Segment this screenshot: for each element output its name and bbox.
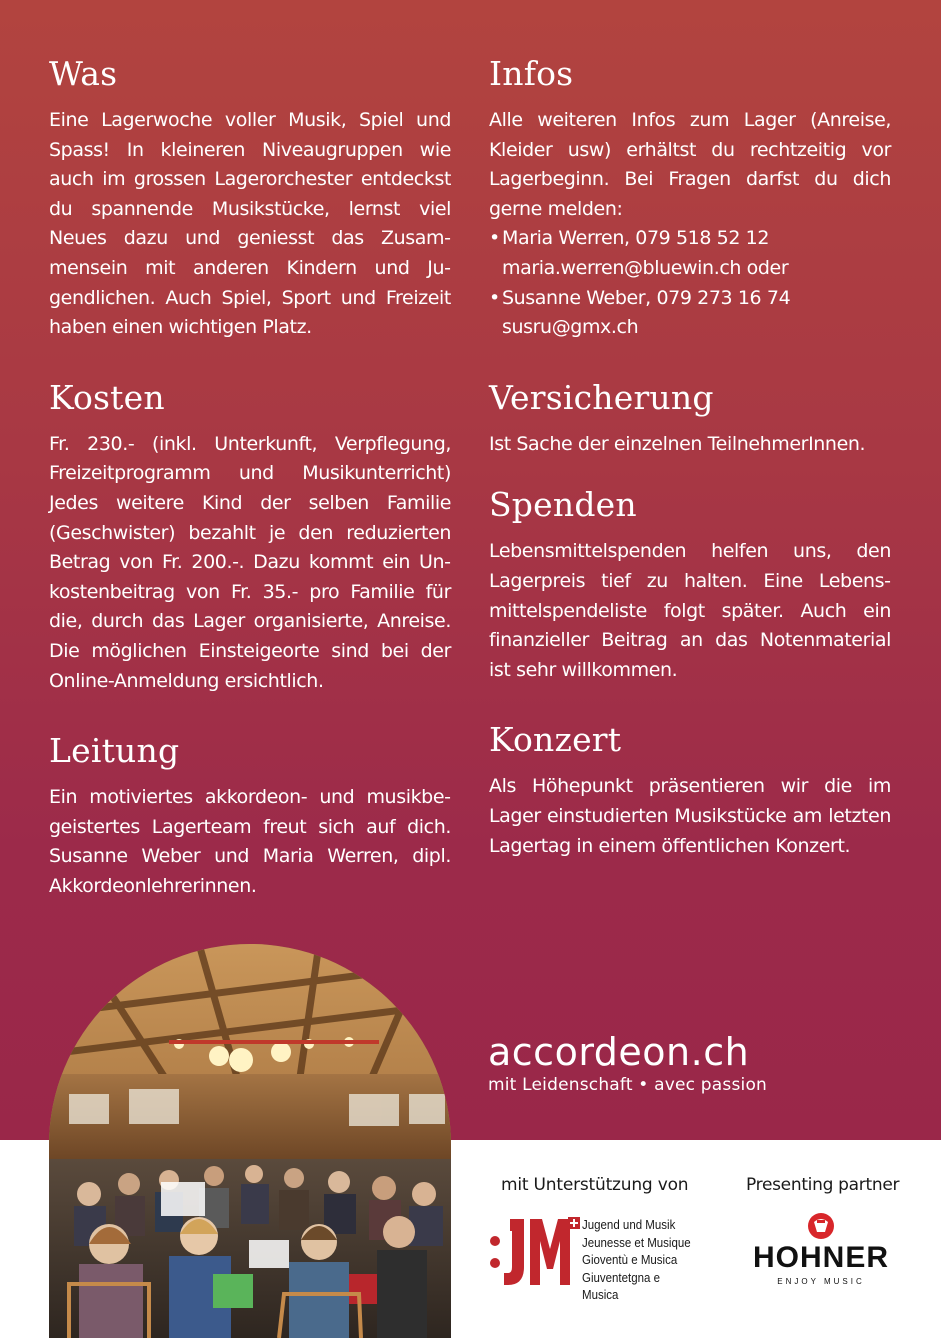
brand-block <box>488 1030 767 1096</box>
contact-name-phone: Susanne Weber, 079 273 16 74 <box>502 286 791 309</box>
jm-line-it: Gioventù e Musica <box>582 1253 678 1267</box>
heading-kosten: Kosten <box>49 377 165 417</box>
hohner-wordmark: HOHNER <box>752 1241 889 1274</box>
contact-email[interactable]: susru@gmx.ch <box>502 316 639 339</box>
text-kosten: Fr. 230.- (inkl. Unterkunft, Verpflegung, Freizeitprogramm und Musikunterricht) Jedes weitere Kind der selben Familie (Geschwister) bezahlt je den reduzierten Betrag von Fr. 200.-. Dazu kommt ein Unkostenbeitrag von Fr. 35.- pro Familie für die, durch das Lager organisierte, Anreise. Die möglichen Einsteigeorte sind bei der Online-Anmeldung ersichtlich. <box>49 432 451 692</box>
section-infos <box>489 52 891 343</box>
text-versicherung: Ist Sache der einzelnen TeilnehmerInnen. <box>489 432 866 455</box>
text-leitung: Ein motiviertes akkordeon- und musikbegeistertes Lagerteam freut sich auf dich. Susanne Weber und Maria Werren, dipl. Akkordeonlehrerinnen. <box>49 786 451 897</box>
jm-line-rm: Giuventetgna e Musica <box>582 1270 661 1302</box>
camp-photo <box>49 944 451 1338</box>
text-was: Eine Lagerwoche voller Musik, Spiel und Spass! In kleineren Niveaugruppen wie auch im grossen Lagerorchester entdeckst du spannende Musikstücke, lernst viel Neues dazu und geniesst das Zusammensein mit anderen Kindern und Jugendlichen. Auch Spiel, Sport und Freizeit haben einen wichtigen Platz. <box>49 109 451 339</box>
contact-email[interactable]: maria.werren@bluewin.ch oder <box>502 256 789 279</box>
heading-leitung: Leitung <box>49 731 180 771</box>
brand-tagline: mit Leidenschaft • avec passion <box>488 1075 768 1095</box>
section-konzert <box>489 718 891 861</box>
section-spenden <box>489 483 891 685</box>
section-was <box>49 52 451 343</box>
hohner-tagline: ENJOY MUSIC <box>777 1277 865 1286</box>
partner-label: Presenting partner <box>746 1175 900 1195</box>
section-kosten <box>49 376 451 696</box>
heading-konzert: Konzert <box>489 720 622 760</box>
heading-infos: Infos <box>489 54 574 93</box>
brand-logo-text: accordeon.ch <box>488 1030 750 1074</box>
hohner-logo <box>748 1212 894 1292</box>
jm-logo <box>488 1215 708 1302</box>
jm-line-fr: Jeunesse et Musique <box>582 1235 691 1250</box>
jm-line-de: Jugend und Musik <box>582 1218 676 1232</box>
heading-was: Was <box>49 54 118 93</box>
text-konzert: Als Höhepunkt präsentieren wir die im Lager einstudierten Musikstücke am letzten Lagertag in einem öffentlichen Konzert. <box>489 775 891 857</box>
contact-name-phone: Maria Werren, 079 518 52 12 <box>502 227 770 250</box>
contact-item: • Susanne Weber, 079 273 16 74 susru@gmx.ch <box>489 284 891 343</box>
heading-spenden: Spenden <box>489 485 637 525</box>
heading-versicherung: Versicherung <box>489 377 714 417</box>
section-versicherung <box>489 376 891 460</box>
contact-item: • Maria Werren, 079 518 52 12 maria.werren@bluewin.ch oder <box>489 224 891 283</box>
text-spenden: Lebensmittelspenden helfen uns, den Lagerpreis tief zu halten. Eine Lebensmittelspendeliste folgt später. Auch ein finanzieller Beitrag an das Notenmaterial ist sehr willkommen. <box>489 540 891 681</box>
support-label: mit Unterstützung von <box>501 1175 689 1195</box>
right-column <box>489 52 891 894</box>
text-infos: Alle weiteren Infos zum Lager (Anreise, Kleider usw) erhältst du rechtzeitig vor Lagerbeginn. Bei Fragen darfst du dich gerne melden: <box>489 109 891 220</box>
contact-list <box>489 224 891 342</box>
section-leitung <box>49 729 451 901</box>
left-column <box>49 52 451 934</box>
